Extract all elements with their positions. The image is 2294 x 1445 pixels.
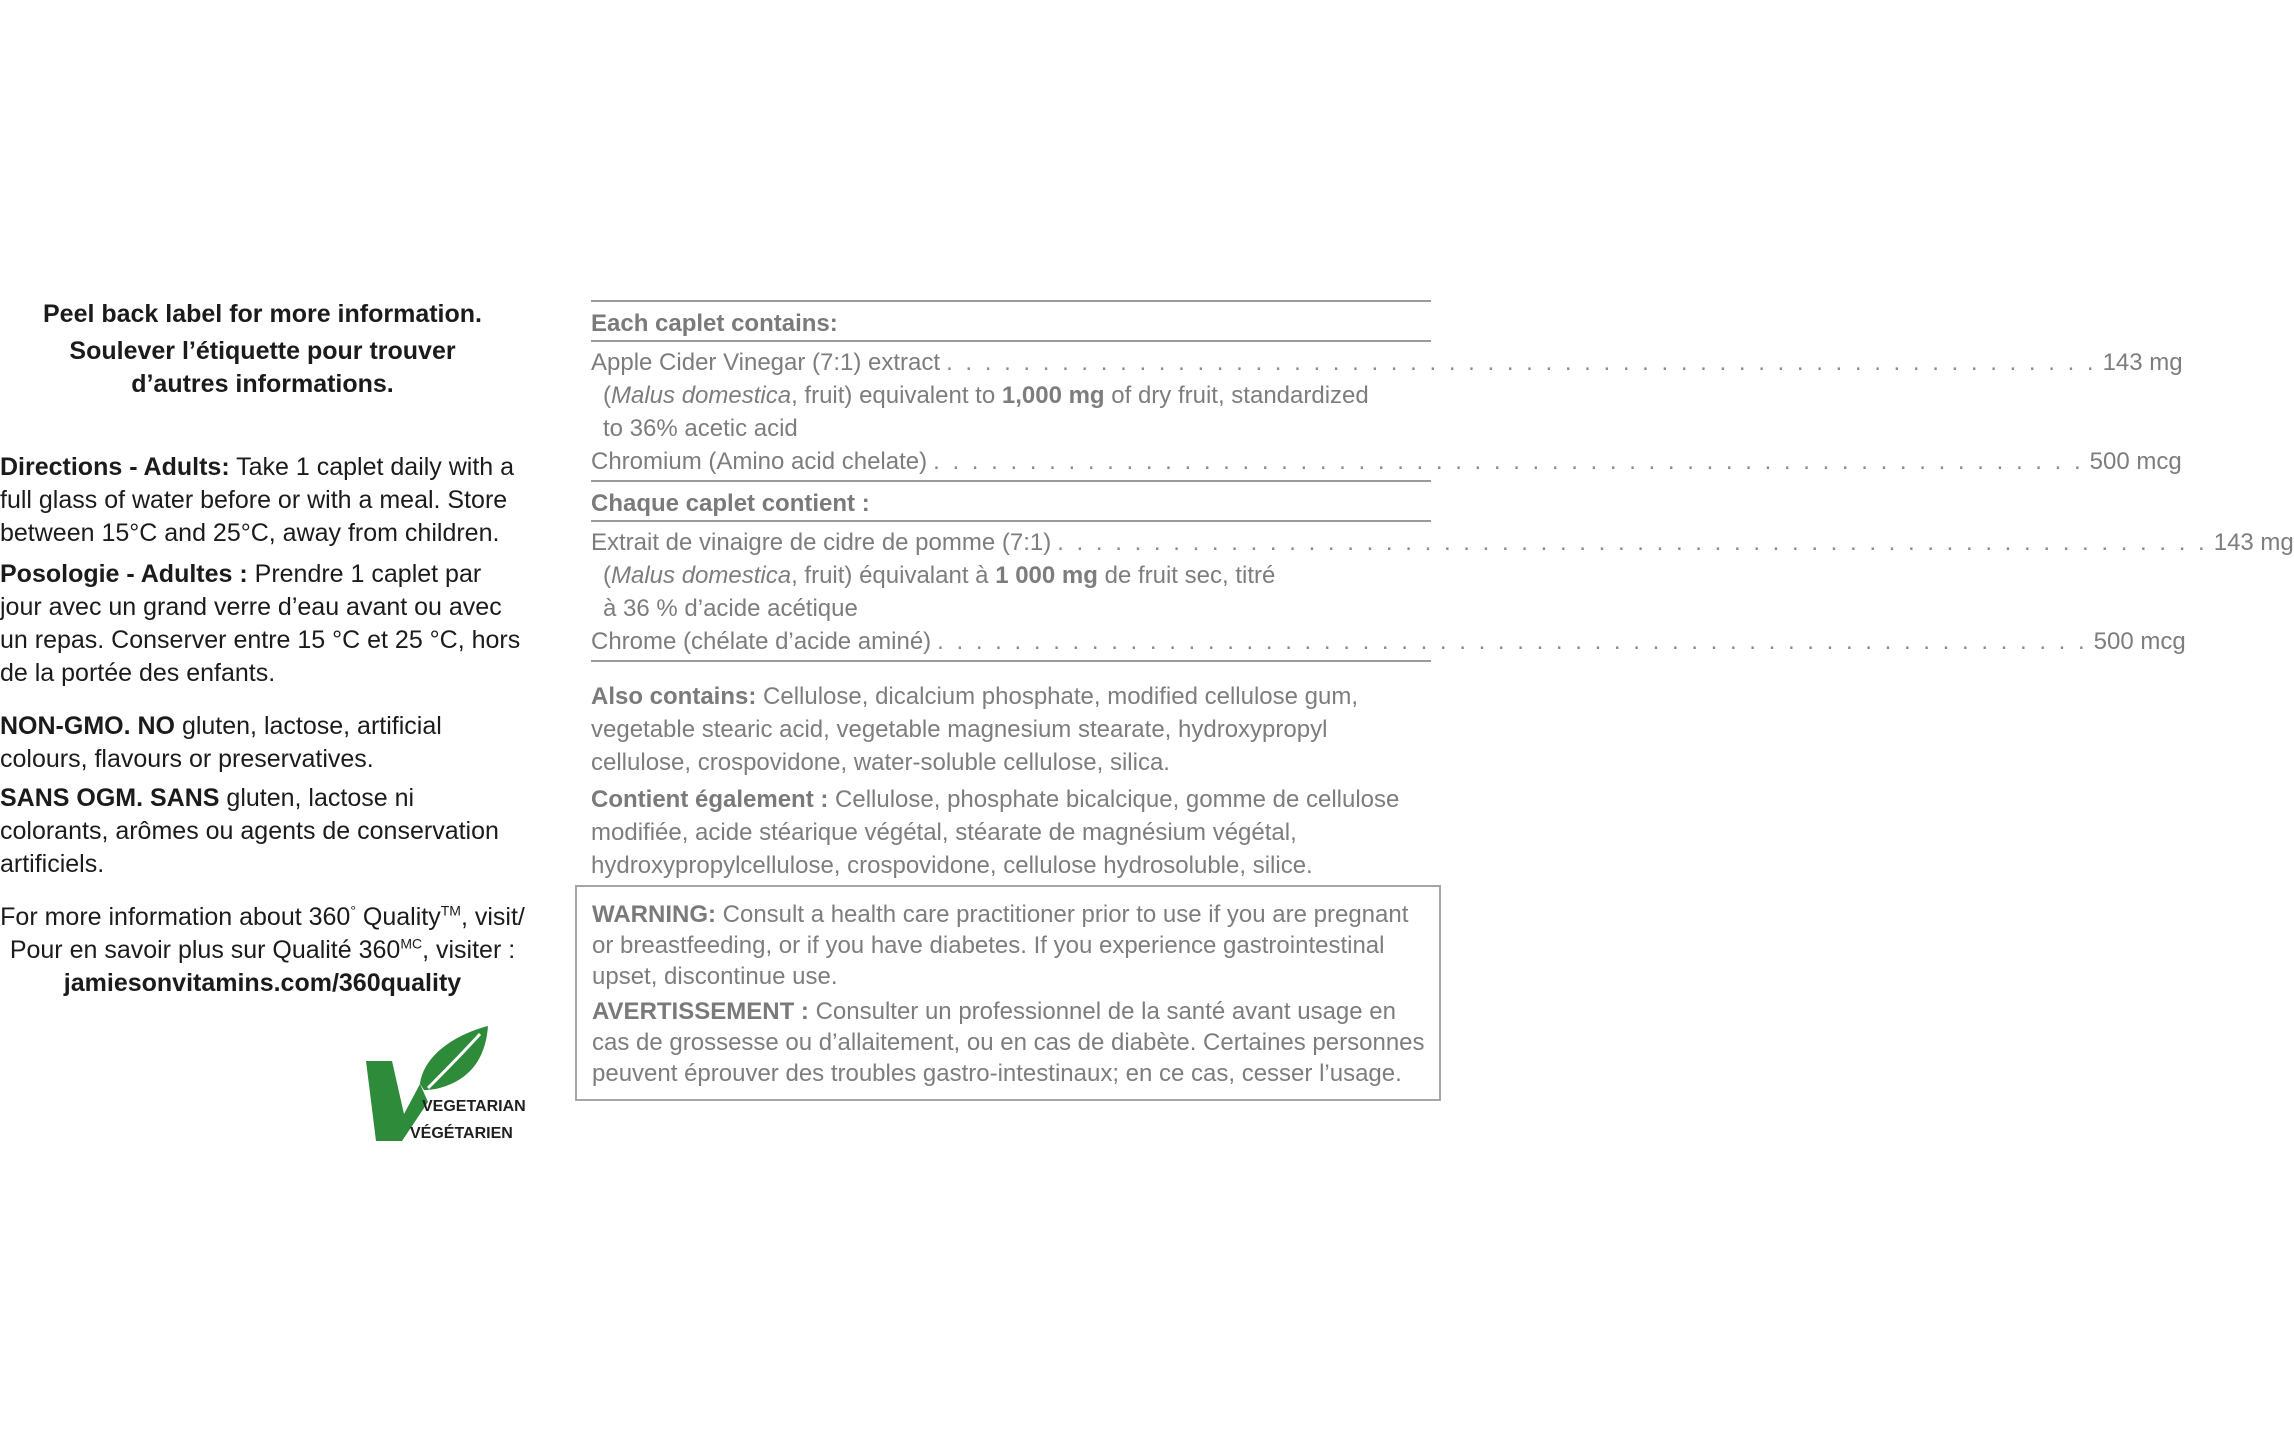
more-info-en-a: For more information about 360 bbox=[0, 903, 351, 931]
ingredient-name: Chrome (chélate d’acide aminé) bbox=[591, 628, 932, 655]
directions-fr-label: Posologie - Adultes : bbox=[0, 560, 248, 588]
ingredient-name: Apple Cider Vinegar (7:1) extract bbox=[591, 349, 941, 376]
more-info-en-tm: TM bbox=[440, 902, 461, 919]
directions-fr bbox=[0, 558, 525, 690]
ingredients-fr-heading: Chaque caplet contient : bbox=[591, 490, 870, 517]
more-info-en-c: , visit/ bbox=[460, 903, 525, 931]
also-contains-en bbox=[591, 680, 1431, 779]
note-part: , fruit) équivalant à bbox=[791, 562, 996, 589]
note-part: de fruit sec, titré bbox=[1097, 562, 1276, 589]
directions-en-label: Directions - Adults: bbox=[0, 453, 230, 481]
ingredient-row bbox=[591, 625, 2186, 658]
right-column bbox=[591, 300, 2294, 882]
note-part: ( bbox=[603, 562, 611, 589]
free-from-fr-label: SANS OGM. SANS bbox=[0, 784, 220, 812]
more-info-url: jamiesonvitamins.com/360quality bbox=[63, 969, 462, 997]
directions-fr-text: Prendre 1 caplet par jour avec un grand verre d’eau avant ou avec un repas. Conserver entre 15 °C et 25 °C, hors de la portée des enfants. bbox=[0, 560, 521, 687]
warning-box bbox=[575, 885, 1441, 1101]
leader-dots: . . . . . . . . . . . . . . . . . . . . . . . . . . . . . . . . . . . . . . . . . . . . . . . . . . . . . . . . . . . . bbox=[937, 628, 2088, 655]
ingredient-row bbox=[591, 445, 2182, 478]
also-contains-fr bbox=[591, 783, 1431, 882]
warning-en-text: Consult a health care practitioner prior to use if you are pregnant or breastfeeding, or if you have diabetes. If you experience gastrointestinal upset, discontinue use. bbox=[592, 901, 1409, 990]
free-from-fr-text: gluten, lactose ni colorants, arômes ou agents de conservation artificiels. bbox=[0, 784, 499, 878]
also-contains-en-text: Cellulose, dicalcium phosphate, modified cellulose gum, vegetable stearic acid, vegetable magnesium stearate, hydroxypropyl cellulose, crospovidone, water-soluble cellulose, silica. bbox=[591, 683, 1359, 776]
divider bbox=[591, 660, 1431, 662]
warning-fr-text: Consulter un professionnel de la santé avant usage en cas de grossesse ou d’allaitement, ou en cas de diabète. Certaines personnes peuvent éprouver des troubles gastro-intestinaux; en ce cas, cesser l’usage. bbox=[592, 998, 1425, 1087]
more-info-fr-a: Pour en savoir plus sur Qualité 360 bbox=[9, 936, 401, 964]
ingredient-amount: 500 mcg bbox=[2093, 628, 2186, 655]
ingredient-amount: 143 mg bbox=[2213, 529, 2294, 556]
peel-notice-fr-line1: Soulever l’étiquette pour trouver bbox=[69, 337, 456, 365]
leader-dots: . . . . . . . . . . . . . . . . . . . . . . . . . . . . . . . . . . . . . . . . . . . . . . . . . . . . . . . . . . . . bbox=[933, 448, 2084, 475]
peel-notice-fr-line2: d’autres informations. bbox=[131, 370, 394, 398]
more-info-fr-mc: MC bbox=[400, 935, 423, 952]
more-info bbox=[0, 901, 525, 1000]
divider bbox=[591, 340, 1431, 342]
free-from-en-label: NON-GMO. NO bbox=[0, 712, 175, 740]
more-info-line-en bbox=[0, 901, 525, 934]
ingredient-amount: 143 mg bbox=[2102, 349, 2183, 376]
vegetarian-label-en: VEGETARIAN bbox=[422, 1098, 526, 1115]
note-latin-name: Malus domestica bbox=[611, 382, 792, 409]
warning-en bbox=[592, 899, 1425, 992]
ingredient-name: Extrait de vinaigre de cidre de pomme (7:1) bbox=[591, 529, 1052, 556]
also-contains-en-label: Also contains: bbox=[591, 683, 757, 710]
also-contains-fr-text: Cellulose, phosphate bicalcique, gomme de cellulose modifiée, acide stéarique végétal, stéarate de magnésium végétal, hydroxypropylcellulose, crospovidone, cellulose hydrosoluble, silice. bbox=[591, 786, 1400, 879]
ingredient-amount: 500 mcg bbox=[2089, 448, 2182, 475]
more-info-line-fr bbox=[0, 934, 525, 967]
peel-back-notice bbox=[0, 298, 525, 401]
vegetarian-label-fr: VÉGÉTARIEN bbox=[410, 1125, 513, 1142]
note-latin-name: Malus domestica bbox=[611, 562, 792, 589]
warning-en-label: WARNING: bbox=[592, 901, 716, 928]
divider bbox=[591, 520, 1431, 522]
also-contains-fr-label: Contient également : bbox=[591, 786, 829, 813]
note-equivalent-amount: 1,000 mg bbox=[1001, 382, 1105, 409]
directions-en bbox=[0, 451, 525, 550]
warning-fr-label: AVERTISSEMENT : bbox=[592, 998, 809, 1025]
free-from-en bbox=[0, 710, 525, 776]
directions-en-text: Take 1 caplet daily with a full glass of water before or with a meal. Store between 15°C and 25°C, away from children. bbox=[0, 453, 515, 547]
ingredient-note bbox=[591, 559, 1431, 592]
note-part: , fruit) equivalent to bbox=[791, 382, 1002, 409]
peel-notice-en: Peel back label for more information. bbox=[42, 300, 482, 328]
more-info-en-b: Quality bbox=[355, 903, 441, 931]
note-part: ( bbox=[603, 382, 611, 409]
ingredient-note-line2: à 36 % d’acide acétique bbox=[603, 595, 858, 622]
note-equivalent-amount: 1 000 mg bbox=[995, 562, 1098, 589]
ingredient-row bbox=[591, 346, 2183, 379]
free-from-en-text: gluten, lactose, artificial colours, flavours or preservatives. bbox=[0, 712, 442, 773]
warning-fr bbox=[592, 996, 1425, 1089]
leader-dots: . . . . . . . . . . . . . . . . . . . . . . . . . . . . . . . . . . . . . . . . . . . . . . . . . . . . . . . . . . . . bbox=[946, 349, 2097, 376]
leader-dots: . . . . . . . . . . . . . . . . . . . . . . . . . . . . . . . . . . . . . . . . . . . . . . . . . . . . . . . . . . . . bbox=[1057, 529, 2208, 556]
ingredient-row bbox=[591, 526, 2294, 559]
more-info-fr-b: , visiter : bbox=[422, 936, 516, 964]
left-column bbox=[0, 298, 525, 1000]
ingredients-en-heading: Each caplet contains: bbox=[591, 310, 838, 337]
vegetarian-logo bbox=[362, 1024, 527, 1149]
more-info-en-degree: ° bbox=[350, 902, 356, 919]
ingredient-name: Chromium (Amino acid chelate) bbox=[591, 448, 928, 475]
ingredient-note bbox=[591, 379, 1431, 412]
note-part: of dry fruit, standardized bbox=[1104, 382, 1369, 409]
ingredient-note-line2: to 36% acetic acid bbox=[603, 415, 798, 442]
free-from-fr bbox=[0, 782, 525, 881]
